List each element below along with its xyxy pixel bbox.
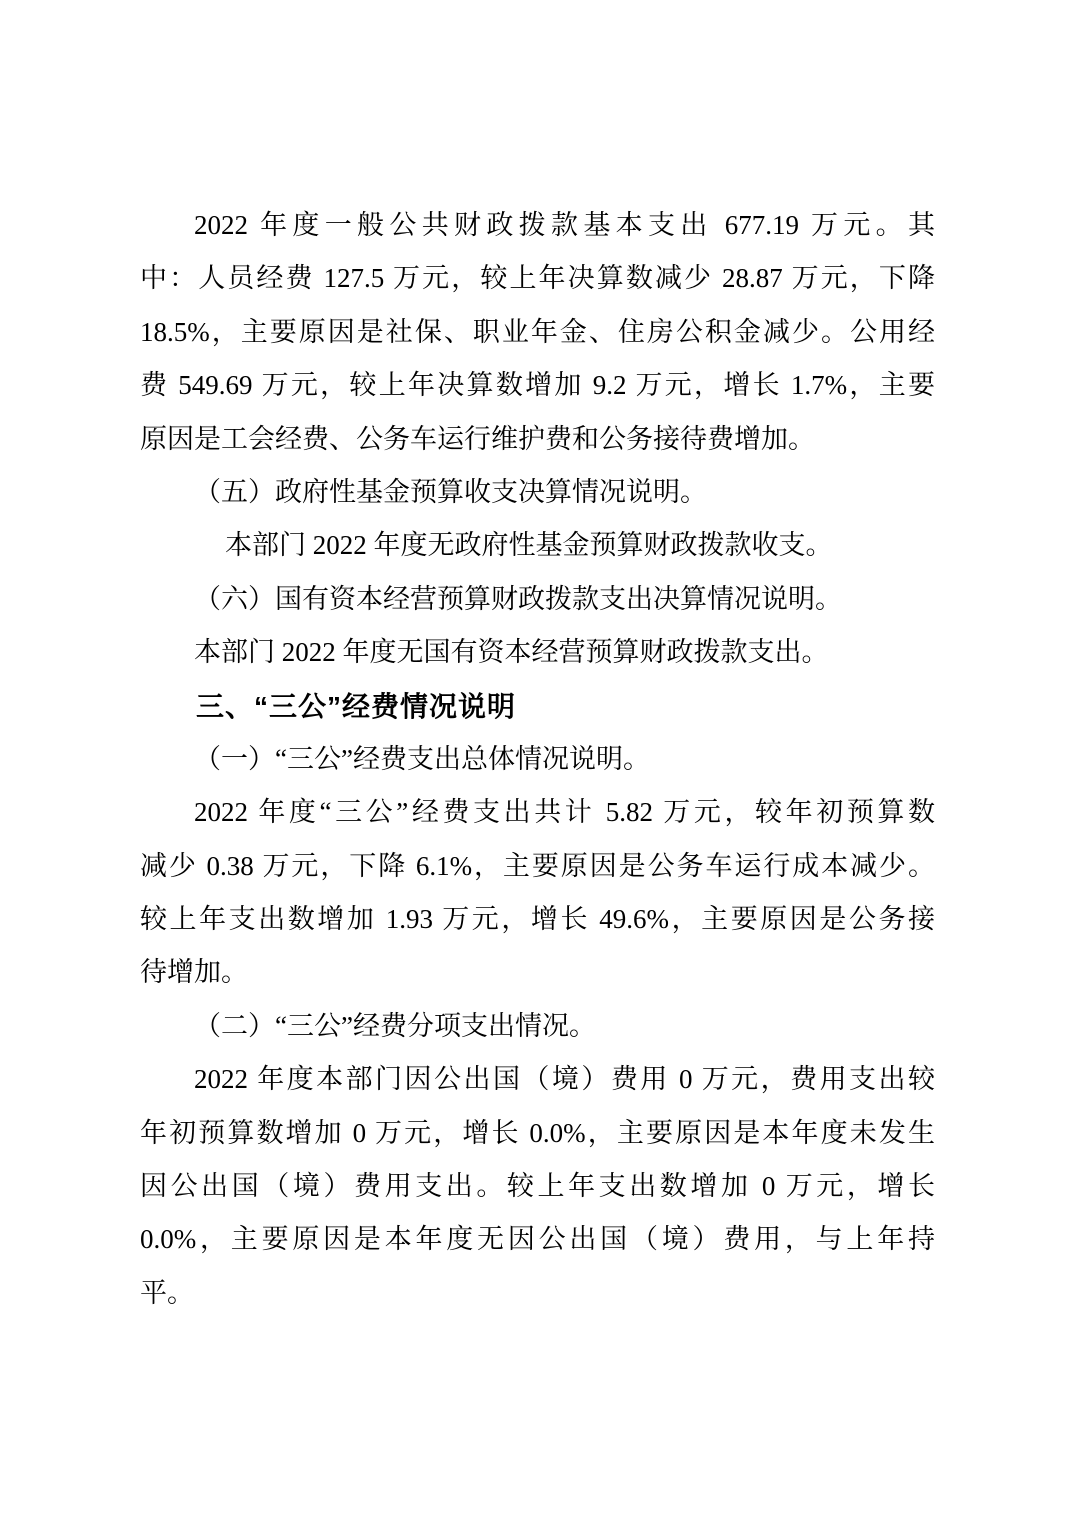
document-text-block xyxy=(140,199,935,1320)
subsection-heading-5: （五）政府性基金预算收支决算情况说明。 xyxy=(194,476,707,507)
text-line-14: 较上年支出数增加 1.93 万元，增长 49.6%，主要原因是公务接 xyxy=(140,904,935,935)
text-line-17: 2022 年度本部门因公出国（境）费用 0 万元，费用支出较 xyxy=(194,1064,935,1095)
text-line-18: 年初预算数增加 0 万元，增长 0.0%，主要原因是本年度未发生 xyxy=(140,1117,935,1148)
text-line-12: 2022 年度“三公”经费支出共计 5.82 万元，较年初预算数 xyxy=(194,797,935,828)
text-line-09: 本部门 2022 年度无国有资本经营预算财政拨款支出。 xyxy=(194,637,829,668)
text-line-04: 费 549.69 万元，较上年决算数增加 9.2 万元，增长 1.7%，主要 xyxy=(140,370,935,401)
text-line-05: 原因是工会经费、公务车运行维护费和公务接待费增加。 xyxy=(140,423,815,454)
text-line-13: 减少 0.38 万元，下降 6.1%，主要原因是公务车运行成本减少。 xyxy=(140,850,935,881)
text-line-01: 2022 年度一般公共财政拨款基本支出 677.19 万元。其 xyxy=(194,210,935,240)
text-line-20: 0.0%，主要原因是本年度无因公出国（境）费用，与上年持 xyxy=(140,1224,935,1255)
subsection-heading-6: （六）国有资本经营预算财政拨款支出决算情况说明。 xyxy=(194,583,842,614)
text-line-19: 因公出国（境）费用支出。较上年支出数增加 0 万元，增长 xyxy=(140,1171,935,1202)
text-line-15: 待增加。 xyxy=(140,957,248,988)
text-line-03: 18.5%，主要原因是社保、职业年金、住房公积金减少。公用经 xyxy=(140,316,935,347)
text-line-21: 平。 xyxy=(140,1277,194,1308)
subsection-heading-2: （二）“三公”经费分项支出情况。 xyxy=(194,1010,596,1041)
text-line-07: 本部门 2022 年度无政府性基金预算财政拨款收支。 xyxy=(225,530,833,561)
subsection-heading-1: （一）“三公”经费支出总体情况说明。 xyxy=(194,743,650,774)
text-line-02: 中：人员经费 127.5 万元，较上年决算数减少 28.87 万元，下降 xyxy=(140,263,935,294)
section-heading-sangong: 三、“三公”经费情况说明 xyxy=(196,690,517,722)
